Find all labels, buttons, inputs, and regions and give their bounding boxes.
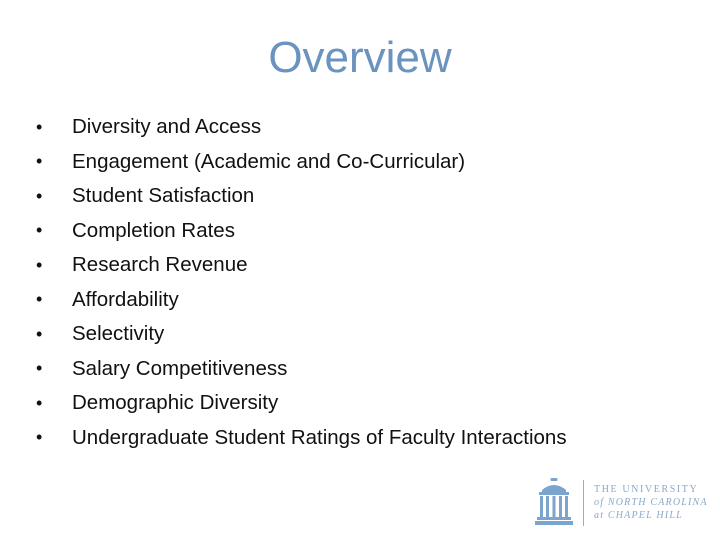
bullet-text: Research Revenue <box>72 253 248 277</box>
bullet-dot: • <box>36 392 43 413</box>
old-well-icon <box>534 478 574 528</box>
logo-line-university: THE UNIVERSITY <box>594 484 699 495</box>
bullet-item <box>36 179 567 214</box>
bullet-list <box>36 110 567 455</box>
bullet-item <box>36 214 567 249</box>
bullet-dot: • <box>36 323 43 344</box>
bullet-text: Affordability <box>72 287 179 311</box>
bullet-dot: • <box>36 116 43 137</box>
bullet-item <box>36 317 567 352</box>
unc-logo <box>534 478 714 530</box>
bullet-item <box>36 421 567 456</box>
bullet-dot: • <box>36 427 43 448</box>
bullet-item <box>36 248 567 283</box>
bullet-text: Selectivity <box>72 322 165 346</box>
logo-line-chapel-hill: at CHAPEL HILL <box>594 510 683 521</box>
slide-title: Overview <box>268 33 452 82</box>
bullet-item <box>36 386 567 421</box>
bullet-text: Salary Competitiveness <box>72 356 288 380</box>
bullet-text: Demographic Diversity <box>72 391 279 415</box>
bullet-dot: • <box>36 220 43 241</box>
logo-line-north-carolina: of NORTH CAROLINA <box>594 497 708 508</box>
bullet-text: Student Satisfaction <box>72 184 255 208</box>
bullet-text: Engagement (Academic and Co-Curricular) <box>72 149 466 173</box>
bullet-item <box>36 145 567 180</box>
bullet-dot: • <box>36 151 43 172</box>
bullet-text: Diversity and Access <box>72 115 262 139</box>
bullet-text: Undergraduate Student Ratings of Faculty Interactions <box>72 425 567 449</box>
bullet-dot: • <box>36 358 43 379</box>
bullet-item <box>36 110 567 145</box>
bullet-text: Completion Rates <box>72 218 235 242</box>
logo-divider <box>583 480 584 526</box>
logo-wordmark <box>594 483 708 522</box>
bullet-item <box>36 283 567 318</box>
bullet-dot: • <box>36 289 43 310</box>
bullet-dot: • <box>36 185 43 206</box>
bullet-item <box>36 352 567 387</box>
bullet-dot: • <box>36 254 43 275</box>
